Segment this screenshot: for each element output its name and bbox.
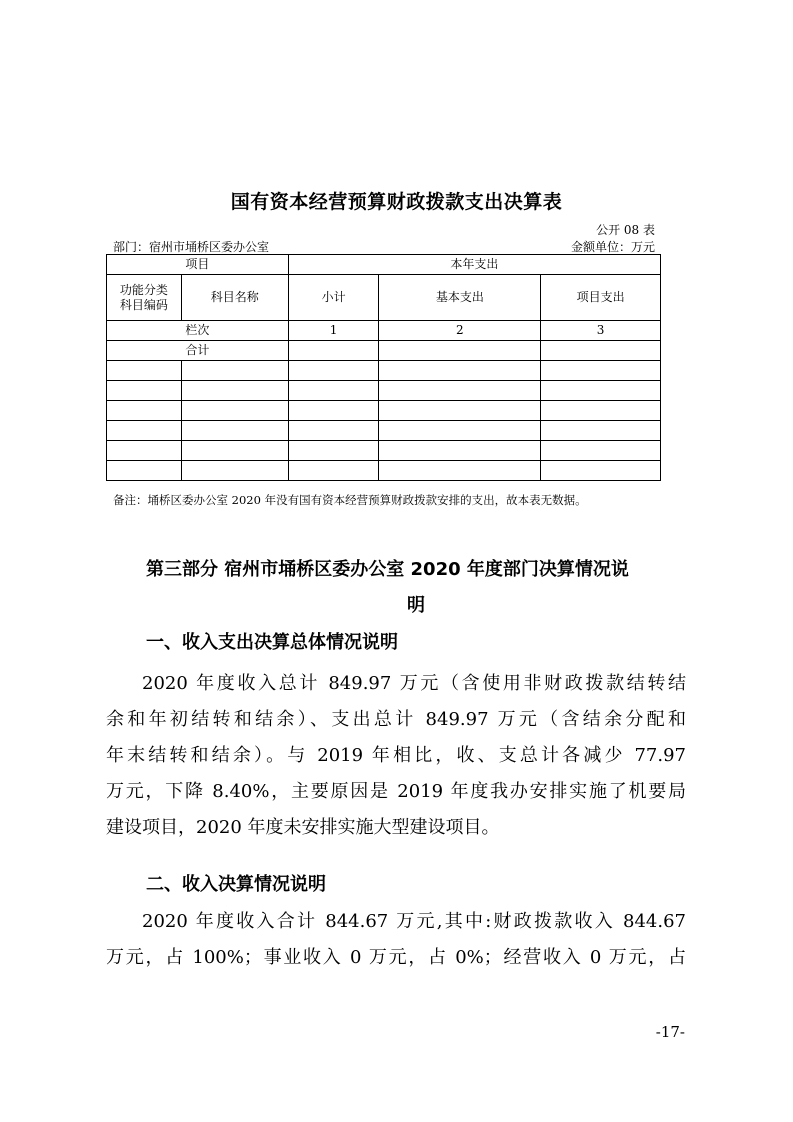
col-basic: 基本支出 (379, 275, 541, 321)
table-cell (541, 461, 661, 481)
table-cell (379, 381, 541, 401)
table-cell (379, 401, 541, 421)
table-row (107, 361, 661, 381)
paragraph-income (106, 904, 686, 976)
table-cell (541, 401, 661, 421)
row-index-3: 3 (541, 321, 661, 341)
row-index-label: 栏次 (107, 321, 289, 341)
table-cell (181, 381, 288, 401)
table-cell (541, 421, 661, 441)
section-title-line-2: 明 (407, 595, 425, 616)
table-note: 备注：埇桥区委办公室 2020 年没有国有资本经营预算财政拨款安排的支出，故本表无数据。 (113, 493, 587, 507)
paragraph-overview (106, 666, 686, 846)
department-label: 部门：宿州市埇桥区委办公室 (113, 240, 270, 254)
table-cell (181, 401, 288, 421)
table-cell (288, 381, 379, 401)
table-cell (379, 461, 541, 481)
table-cell (288, 361, 379, 381)
paragraph-line: 余和年初结转和结余）、支出总计 849.97 万元（含结余分配和 (106, 709, 686, 730)
table-cell (288, 401, 379, 421)
table-cell (181, 421, 288, 441)
table-row-index (107, 321, 661, 341)
table-row (107, 461, 661, 481)
table-cell (181, 441, 288, 461)
expenditure-table (106, 254, 661, 481)
col-subtotal: 小计 (288, 275, 379, 321)
header-item: 项目 (107, 255, 289, 275)
table-row (107, 381, 661, 401)
page-number: -17- (655, 1023, 685, 1041)
row-index-1: 1 (288, 321, 379, 341)
table-cell (541, 361, 661, 381)
table-row (107, 441, 661, 461)
table-cell (107, 461, 182, 481)
table-cell (181, 461, 288, 481)
col-name: 科目名称 (181, 275, 288, 321)
table-header-row-2 (107, 275, 661, 321)
table-header-row-1 (107, 255, 661, 275)
paragraph-line: 万元，下降 8.40%，主要原因是 2019 年度我办安排实施了机要局 (106, 781, 686, 802)
table-cell (181, 361, 288, 381)
section-title-line-1: 第三部分 宿州市埇桥区委办公室 2020 年度部门决算情况说 (146, 559, 629, 580)
table-cell (541, 441, 661, 461)
header-expense: 本年支出 (288, 255, 660, 275)
table-cell (288, 461, 379, 481)
table-cell (288, 441, 379, 461)
table-cell (379, 341, 541, 361)
table-cell (107, 401, 182, 421)
table-cell (288, 341, 379, 361)
table-cell (379, 441, 541, 461)
total-label: 合计 (107, 341, 289, 361)
table-cell (107, 381, 182, 401)
section-title (146, 552, 686, 624)
paragraph-line: 万元，占 100%；事业收入 0 万元，占 0%；经营收入 0 万元，占 (106, 947, 686, 968)
table-row (107, 421, 661, 441)
table-title: 国有资本经营预算财政拨款支出决算表 (230, 191, 563, 213)
table-cell (541, 341, 661, 361)
table-cell (107, 361, 182, 381)
heading-income: 二、收入决算情况说明 (146, 874, 326, 895)
table-row (107, 401, 661, 421)
table-cell (541, 381, 661, 401)
table-row-total (107, 341, 661, 361)
form-code: 公开 08 表 (596, 223, 655, 237)
paragraph-line: 建设项目，2020 年度未安排实施大型建设项目。 (106, 817, 500, 838)
table-cell (379, 421, 541, 441)
col-project: 项目支出 (541, 275, 661, 321)
table-cell (288, 421, 379, 441)
paragraph-line: 2020 年度收入合计 844.67 万元,其中:财政拨款收入 844.67 (142, 911, 686, 932)
col-code: 功能分类 科目编码 (107, 275, 182, 321)
row-index-2: 2 (379, 321, 541, 341)
table-cell (107, 441, 182, 461)
paragraph-line: 年末结转和结余）。与 2019 年相比，收、支总计各减少 77.97 (106, 745, 686, 766)
unit-label: 金额单位：万元 (570, 240, 655, 254)
heading-income-expense-overview: 一、收入支出决算总体情况说明 (146, 632, 398, 653)
table-cell (379, 361, 541, 381)
table-cell (107, 421, 182, 441)
paragraph-line: 2020 年度收入总计 849.97 万元（含使用非财政拨款结转结 (142, 673, 686, 694)
